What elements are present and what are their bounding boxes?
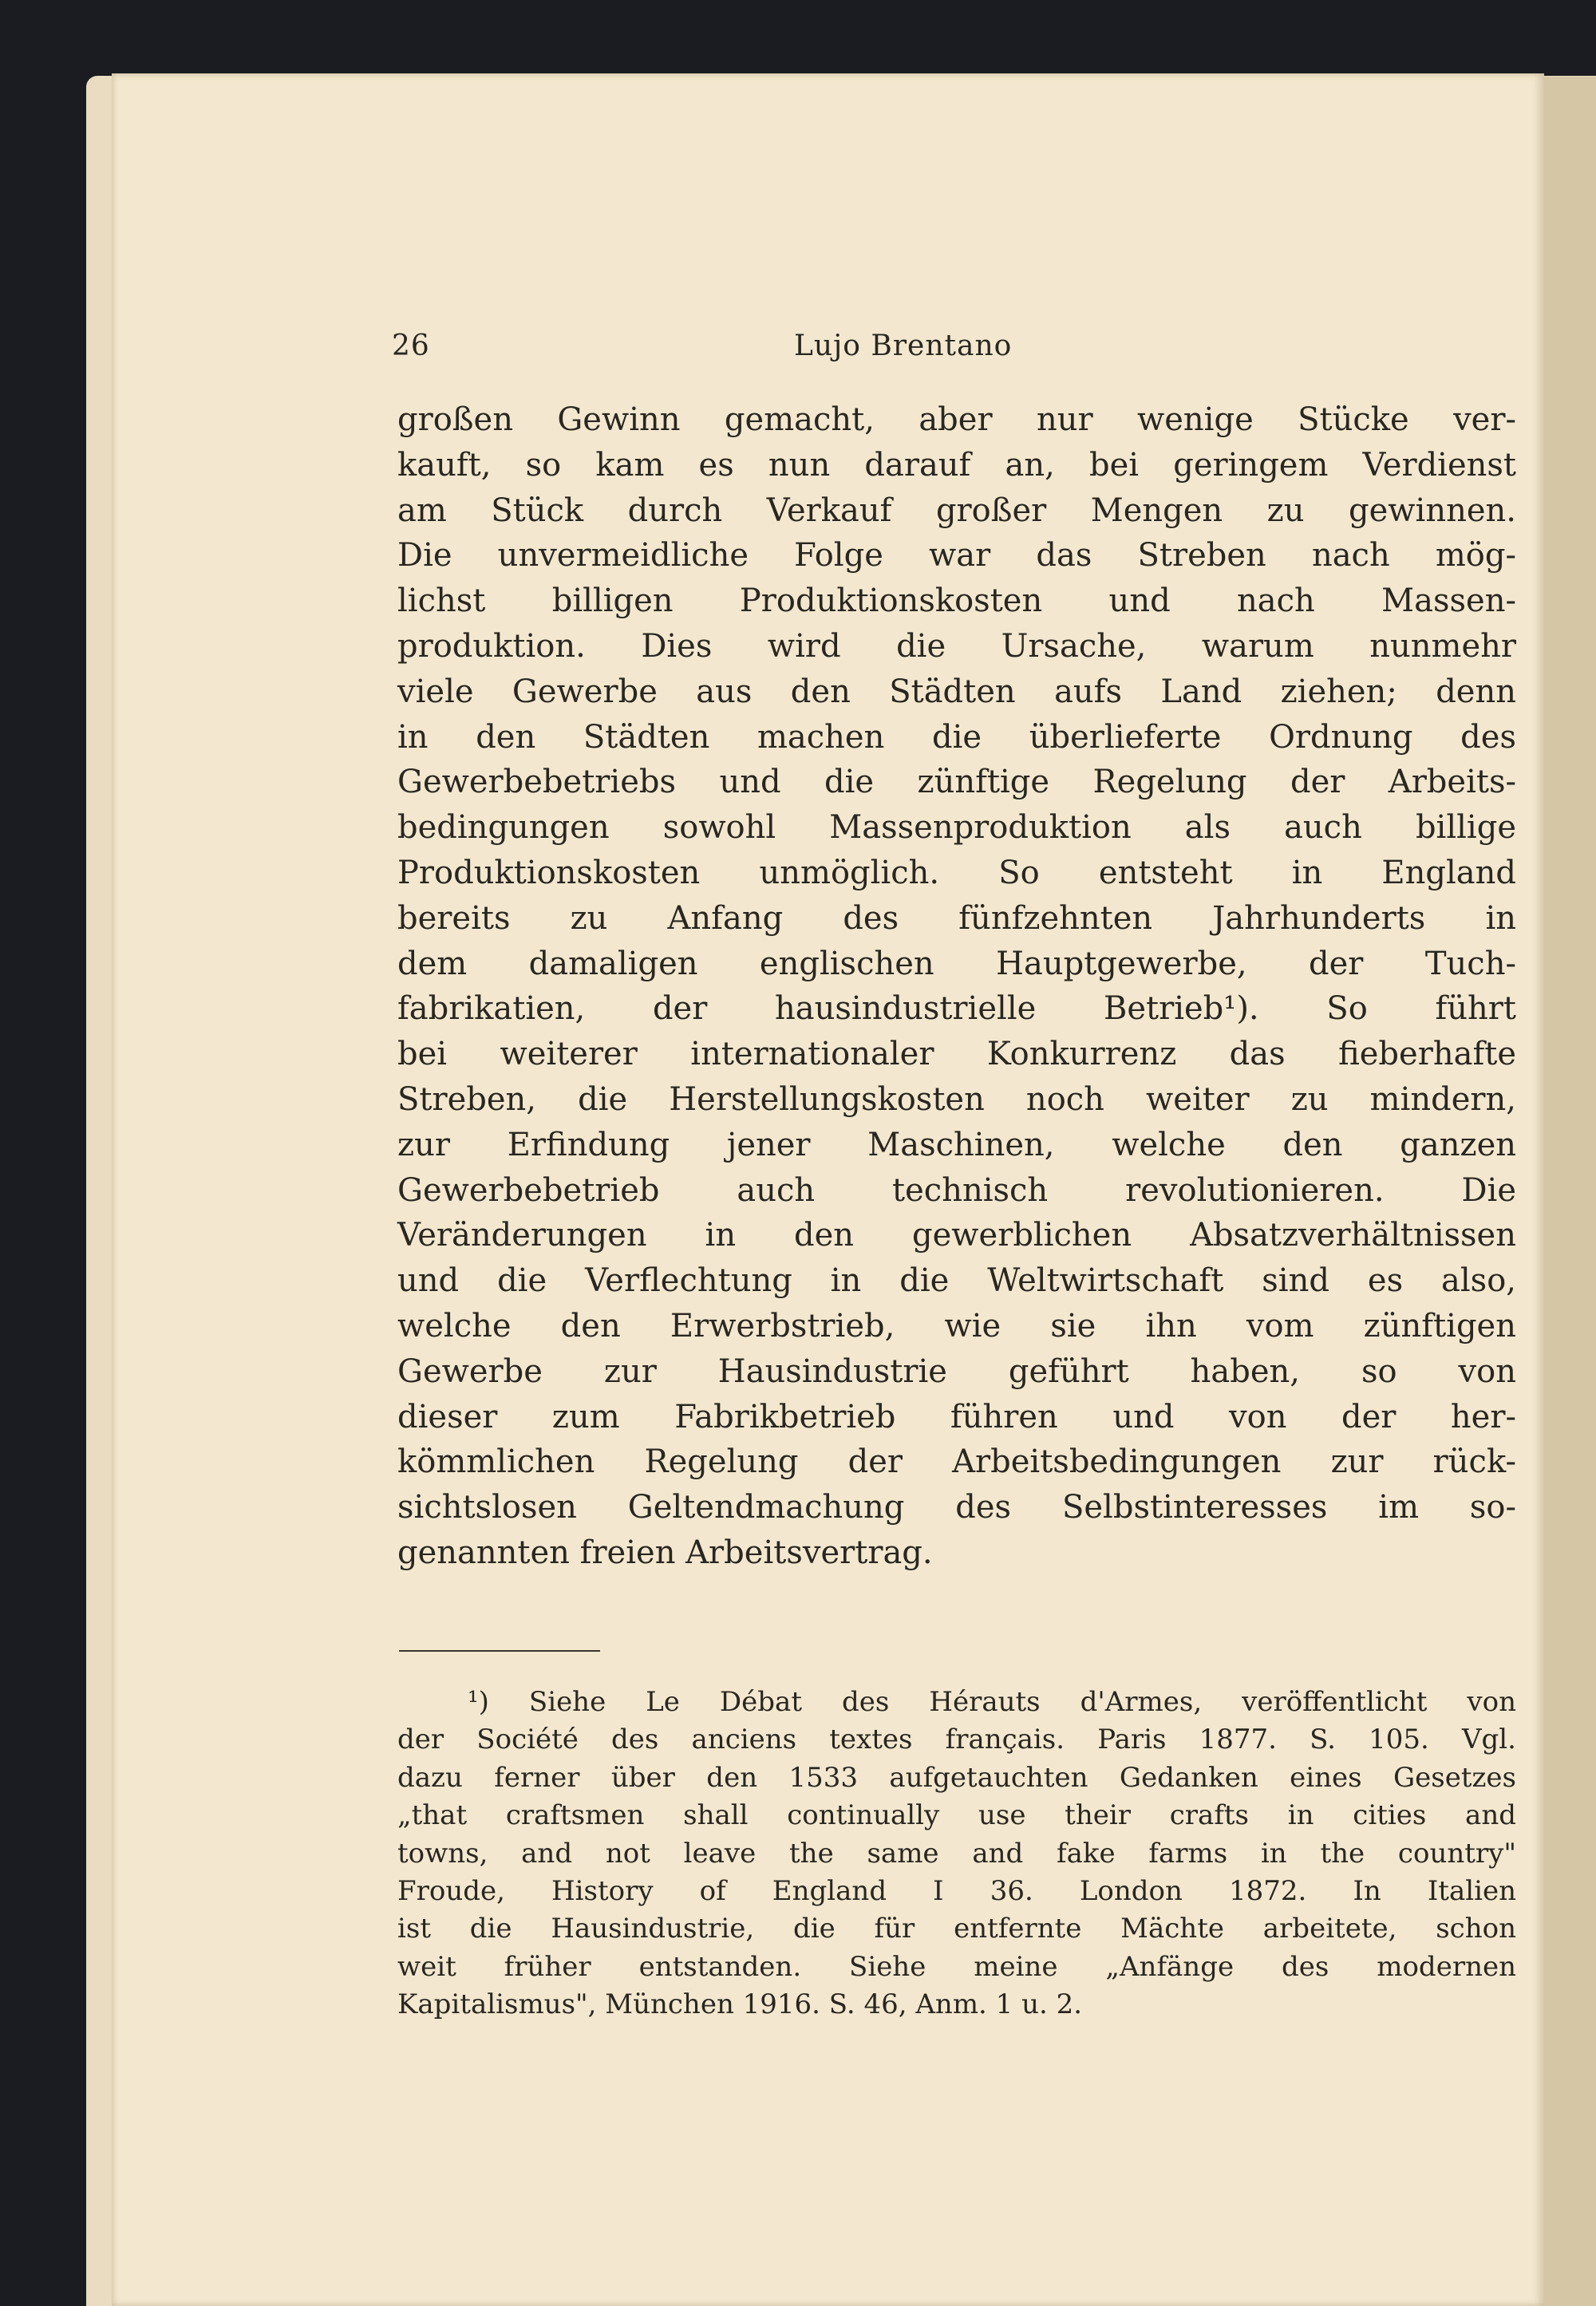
- body-line: viele Gewerbe aus den Städten aufs Land ziehen; denn: [397, 673, 1516, 710]
- body-line: sichtslosen Geltendmachung des Selbstinteresses im so-: [397, 1489, 1516, 1526]
- body-line: Die unvermeidliche Folge war das Streben nach mög-: [397, 537, 1516, 575]
- body-line: Streben, die Herstellungskosten noch weiter zu mindern,: [397, 1080, 1516, 1118]
- running-head: Lujo Brentano: [794, 330, 1013, 362]
- body-line: bedingungen sowohl Massenproduktion als auch billige: [397, 809, 1516, 847]
- body-line: bereits zu Anfang des fünfzehnten Jahrhunderts in: [397, 899, 1516, 937]
- body-text: [397, 397, 1516, 1576]
- body-line: kömmlichen Regelung der Arbeitsbedingungen zur rück-: [397, 1443, 1516, 1481]
- body-line: kauft, so kam es nun darauf an, bei geringem Verdienst: [397, 446, 1516, 484]
- footnote-line: dazu ferner über den 1533 aufgetauchten Gedanken eines Gesetzes: [397, 1761, 1516, 1794]
- body-line: welche den Erwerbstrieb, wie sie ihn vom zünftigen: [397, 1307, 1516, 1345]
- body-line: fabrikatien, der hausindustrielle Betrieb¹). So führt: [397, 990, 1516, 1028]
- footnote-line: „that craftsmen shall continually use their crafts in cities and: [397, 1799, 1516, 1832]
- body-line: Gewerbe zur Hausindustrie geführt haben, so von: [397, 1352, 1516, 1390]
- body-line: großen Gewinn gemacht, aber nur wenige Stücke ver-: [397, 401, 1516, 438]
- next-page-edge: [1540, 77, 1596, 2306]
- footnote-line: weit früher entstanden. Siehe meine „Anfänge des modernen: [397, 1950, 1516, 1983]
- body-line: Produktionskosten unmöglich. So entsteht in England: [397, 854, 1516, 891]
- footnote-line: towns, and not leave the same and fake farms in the country": [397, 1837, 1516, 1870]
- page-number: 26: [392, 330, 430, 362]
- body-line: Gewerbebetrieb auch technisch revolutionieren. Die: [397, 1171, 1516, 1209]
- footnote-line: Froude, History of England I 36. London 1872. In Italien: [397, 1874, 1516, 1907]
- body-line: dem damaligen englischen Hauptgewerbe, der Tuch-: [397, 945, 1516, 982]
- footnote-divider: [399, 1650, 600, 1652]
- body-line: Veränderungen in den gewerblichen Absatzverhältnissen: [397, 1217, 1516, 1254]
- body-line: genannten freien Arbeitsvertrag.: [397, 1534, 933, 1571]
- footnote: [397, 1684, 1516, 2024]
- body-line: bei weiterer internationaler Konkurrenz das fieberhafte: [397, 1036, 1516, 1073]
- footnote-line: der Société des anciens textes français. Paris 1877. S. 105. Vgl.: [397, 1724, 1516, 1756]
- body-line: produktion. Dies wird die Ursache, warum nunmehr: [397, 627, 1516, 665]
- body-line: zur Erfindung jener Maschinen, welche den ganzen: [397, 1126, 1516, 1163]
- body-line: lichst billigen Produktionskosten und nach Massen-: [397, 582, 1516, 620]
- body-line: dieser zum Fabrikbetrieb führen und von der her-: [397, 1398, 1516, 1435]
- footnote-line: ¹) Siehe Le Débat des Hérauts d'Armes, veröffentlicht von: [468, 1686, 1516, 1718]
- body-line: und die Verflechtung in die Weltwirtschaft sind es also,: [397, 1262, 1516, 1300]
- book-page: [112, 73, 1544, 2306]
- footnote-line: Kapitalismus", München 1916. S. 46, Anm. 1 u. 2.: [397, 1988, 1083, 2021]
- body-line: Gewerbebetriebs und die zünftige Regelung der Arbeits-: [397, 764, 1516, 801]
- body-line: am Stück durch Verkauf großer Mengen zu gewinnen.: [397, 492, 1516, 529]
- footnote-line: ist die Hausindustrie, die für entfernte Mächte arbeitete, schon: [397, 1913, 1516, 1945]
- body-line: in den Städten machen die überlieferte Ordnung des: [397, 718, 1516, 756]
